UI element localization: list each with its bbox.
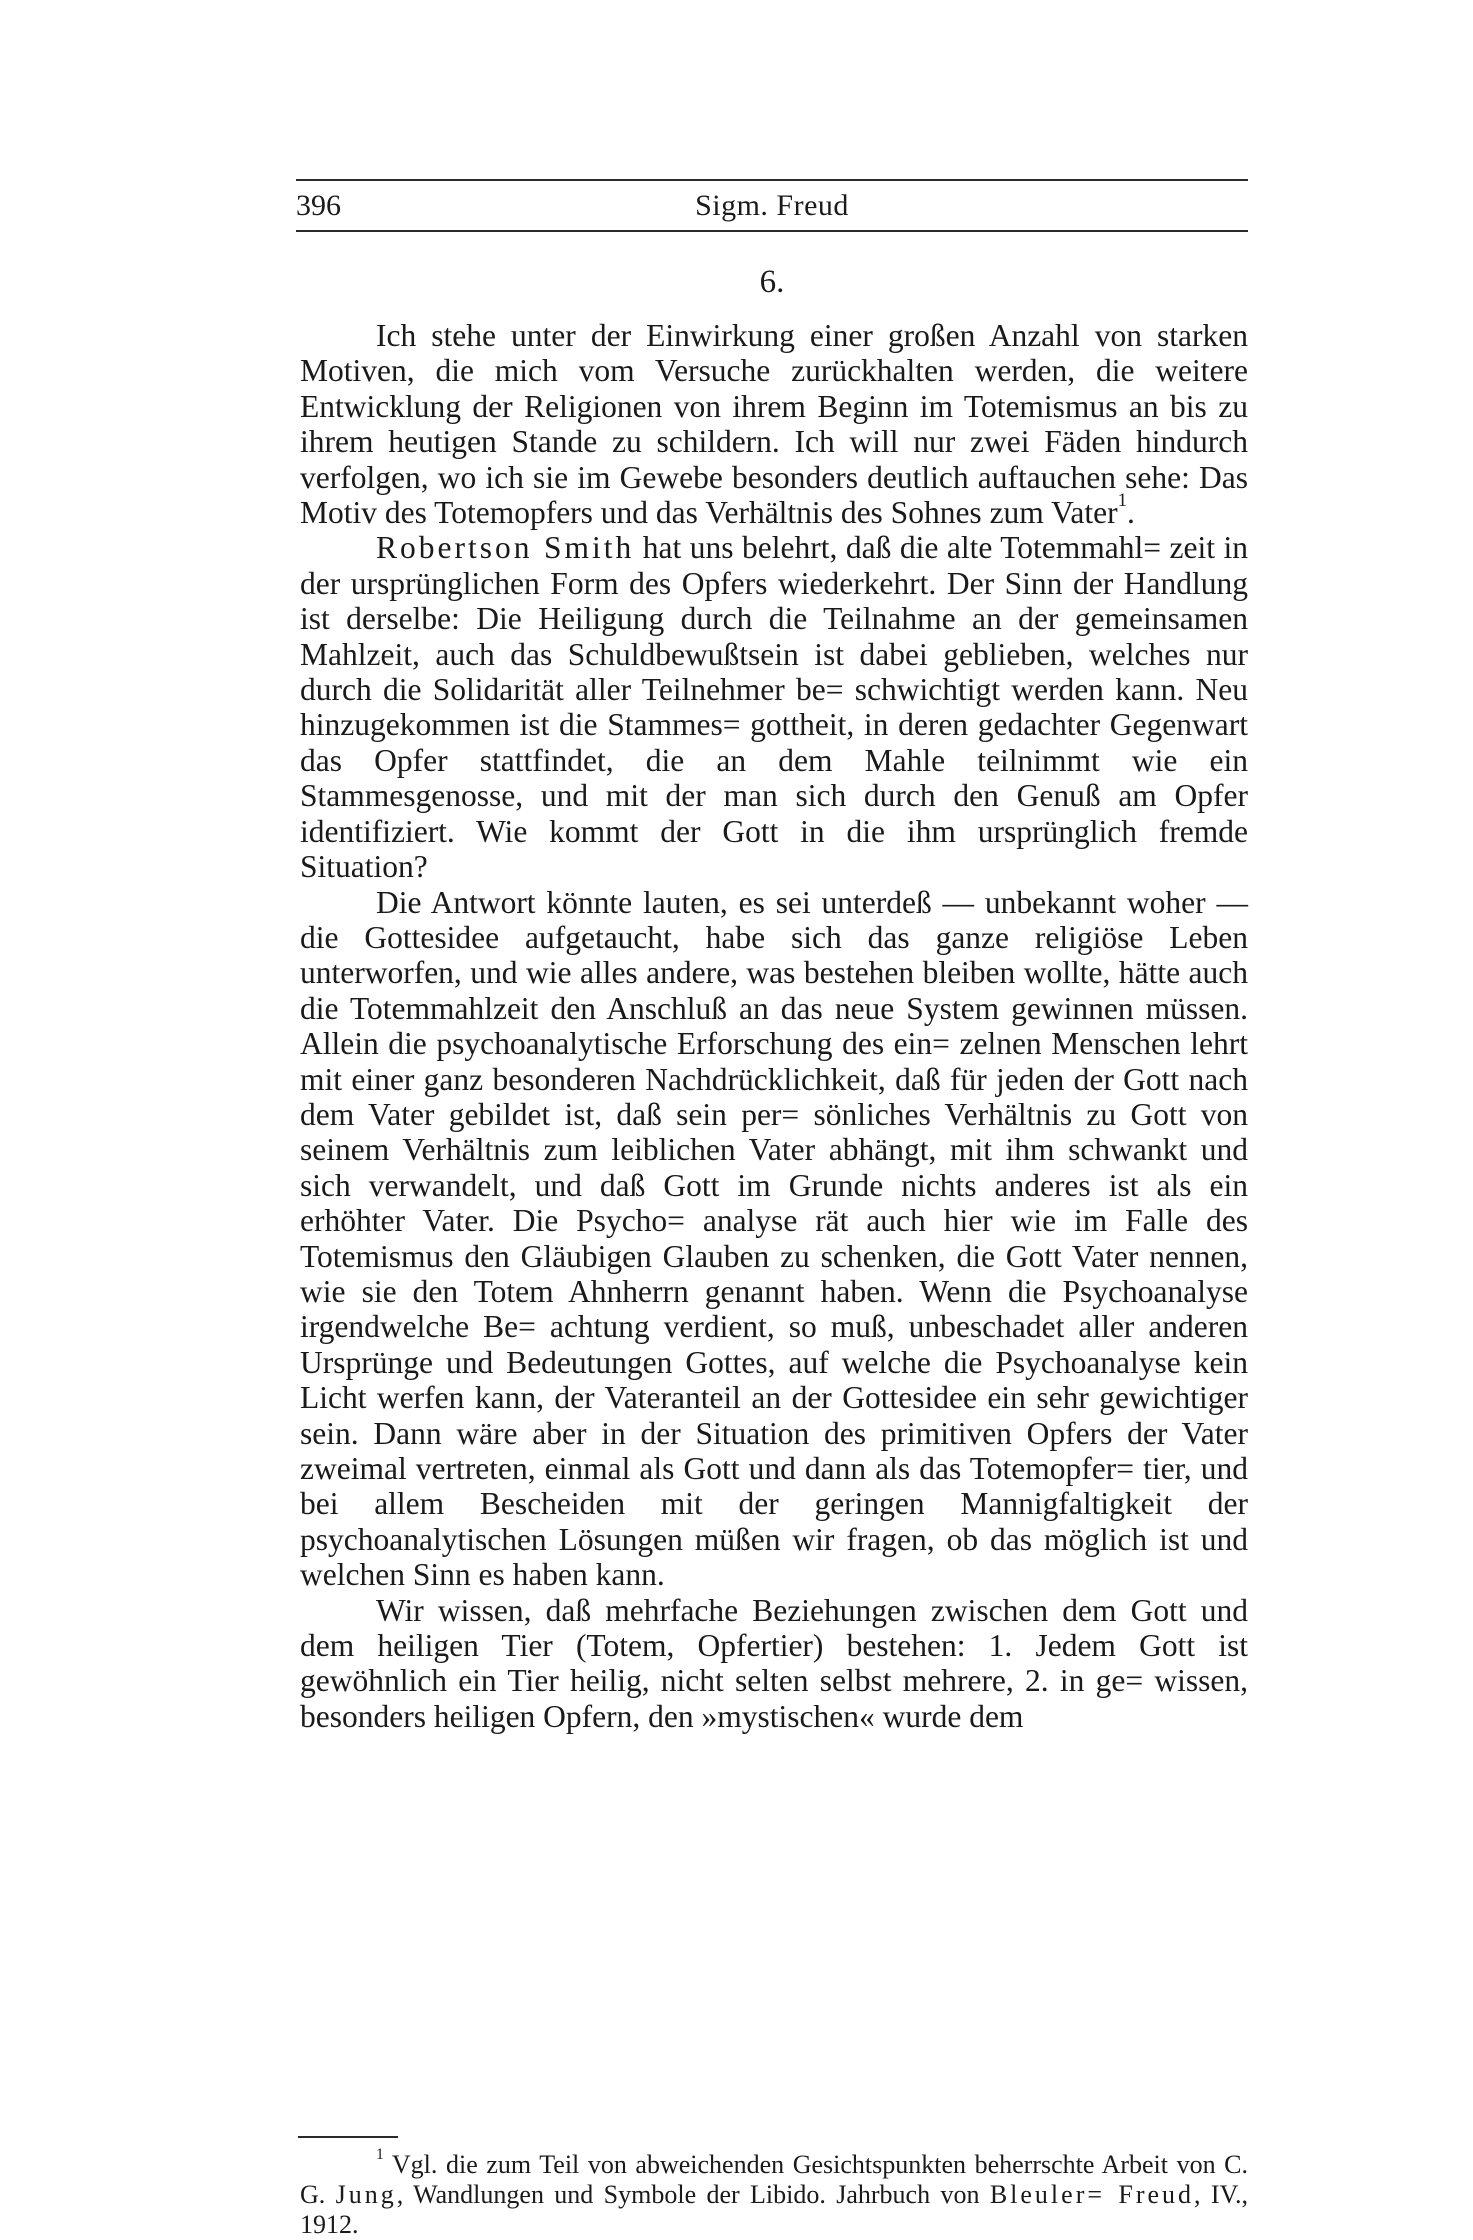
paragraph-4-text: Wir wissen, daß mehrfache Beziehungen zwischen dem Gott und dem heiligen Tier (Totem, Opfertier) bestehen: 1. Jedem Gott ist gewöhnlich ein Tier heilig, nicht selten selbst mehrere, 2. in ge= wissen, besonders heiligen Opfern, den »mystischen« wurde dem [300, 1592, 1248, 1734]
footnote-rule [298, 2136, 398, 2138]
header-rule-bottom [296, 230, 1248, 232]
paragraph-3-text: Die Antwort könnte lauten, es sei unterdeß — unbekannt woher — die Gottesidee aufgetaucht, habe sich das ganze religiöse Leben unterworfen, und wie alles andere, was bestehen bleiben wollte, hätte auch die Totemmahlzeit den Anschluß an das neue System gewinnen müssen. Allein die psychoanalytische Erforschung des ein= zelnen Menschen lehrt mit einer ganz besonderen Nachdrücklichkeit, daß für jeden der Gott nach dem Vater gebildet ist, daß sein per= sönliches Verhältnis zu Gott von seinem Verhältnis zum leiblichen Vater abhängt, mit ihm schwankt und sich verwandelt, und daß Gott im Grunde nichts anderes ist als ein erhöhter Vater. Die Psycho= analyse rät auch hier wie im Falle des Totemismus den Gläubigen Glauben zu schenken, die Gott Vater nennen, wie sie den Totem Ahnherrn genannt haben. Wenn die Psychoanalyse irgendwelche Be= achtung verdient, so muß, unbeschadet aller anderen Ursprünge und Bedeutungen Gottes, auf welche die Psychoanalyse kein Licht werfen kann, der Vateranteil an der Gottesidee ein sehr gewichtiger sein. Dann wäre aber in der Situation des primitiven Opfers der Vater zweimal vertreten, einmal als Gott und dann als das Totemopfer= tier, und bei allem Bescheiden mit der geringen Mannigfaltigkeit der psychoanalytischen Lösungen müßen wir fragen, ob das möglich ist und welchen Sinn es haben kann. [300, 884, 1248, 1593]
section-number: 6. [759, 264, 785, 300]
paragraph-1 [300, 318, 1248, 530]
paragraph-3 [300, 885, 1248, 1593]
running-title: Sigm. Freud [695, 189, 849, 222]
page-number: 396 [296, 189, 341, 222]
footnote-text-end: , IV., 1912. [300, 2180, 1248, 2239]
footnote-text-middle: , Wandlungen und Symbole der Libido. Jahrbuch von [396, 2180, 990, 2209]
paragraph-2 [300, 530, 1248, 884]
running-head [296, 187, 1248, 225]
footnote-reference: 1 [1117, 489, 1128, 511]
footnote-marker: 1 [376, 2145, 384, 2163]
footnote-name-bleuler-freud: Bleuler= Freud [989, 2180, 1195, 2209]
author-name-robertson-smith: Robertson Smith [376, 530, 635, 566]
footnote-name-jung: Jung [335, 2180, 397, 2209]
paragraph-1-end: . [1127, 495, 1135, 531]
paragraph-4 [300, 1593, 1248, 1735]
paragraph-1-text: Ich stehe unter der Einwirkung einer großen Anzahl von starken Motiven, die mich vom Versuche zurückhalten werden, die weitere Entwicklung der Religionen von ihrem Beginn im Totemismus an bis zu ihrem heutigen Stande zu schildern. Ich will nur zwei Fäden hindurch verfolgen, wo ich sie im Gewebe besonders deutlich auftauchen sehe: Das Motiv des Totemopfers und das Verhältnis des Sohnes zum Vater [300, 318, 1248, 531]
footnote [300, 2145, 1248, 2240]
header-rule-top [296, 179, 1248, 181]
body-text [300, 318, 1248, 1734]
paragraph-2-text: hat uns belehrt, daß die alte Totemmahl= zeit in der ursprünglichen Form des Opfers wiederkehrt. Der Sinn der Handlung ist derselbe: Die Heiligung durch die Teilnahme an der gemeinsamen Mahlzeit, auch das Schuldbewußtsein ist dabei geblieben, welches nur durch die Solidarität aller Teilnehmer be= schwichtigt werden kann. Neu hinzugekommen ist die Stammes= gottheit, in deren gedachter Gegenwart das Opfer stattfindet, die an dem Mahle teilnimmt wie ein Stammesgenosse, und mit der man sich durch den Genuß am Opfer identifiziert. Wie kommt der Gott in die ihm ursprünglich fremde Situation? [300, 530, 1248, 885]
footnote-text-start: Vgl. die zum Teil von abweichenden Gesichtspunkten beherrschte Arbeit von C. G. [300, 2150, 1248, 2209]
